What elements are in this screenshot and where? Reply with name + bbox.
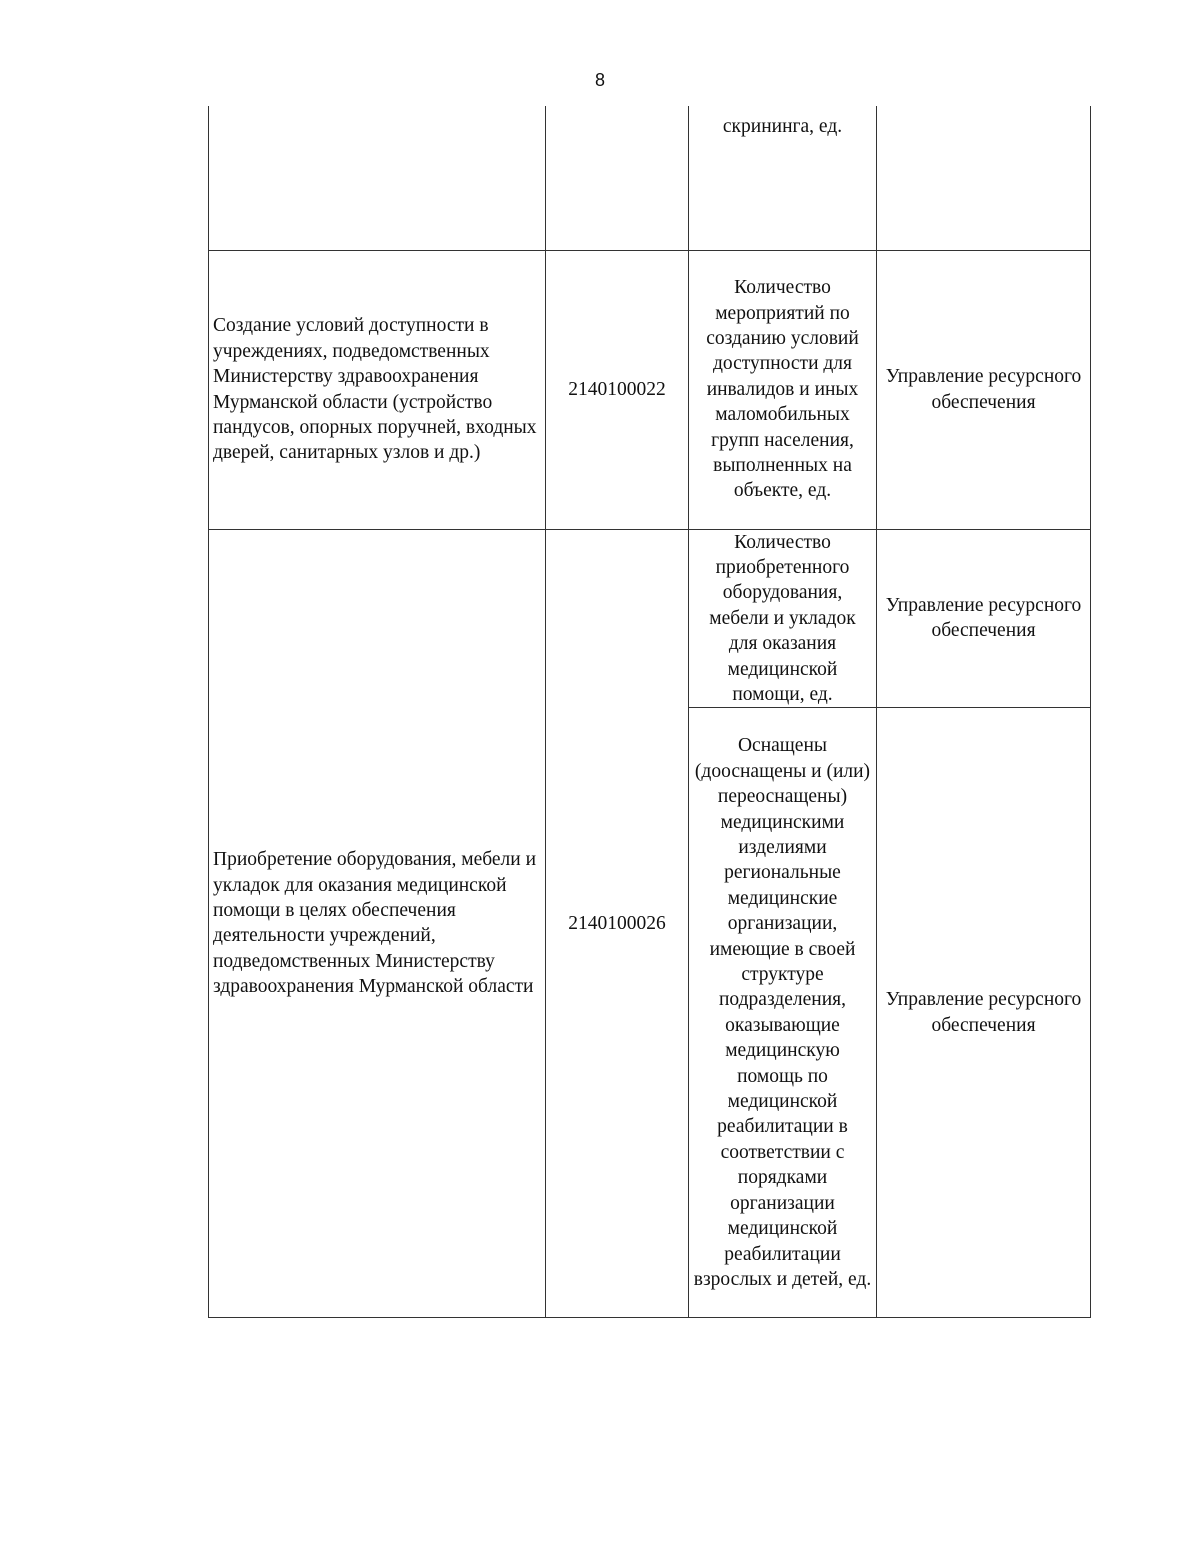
cell-name-continued [209,106,546,250]
cell-responsible-equipment-1 [877,529,1091,708]
page-number: 8 [594,70,605,90]
cell-code-accessibility [546,250,689,529]
table-row-accessibility [209,250,1091,529]
indicator-text: скрининга, ед. [722,116,843,137]
cell-name-accessibility [209,250,546,529]
responsible-text: Управление ресурсного обеспечения [885,366,1082,413]
cell-code-continued [546,106,689,250]
cell-name-equipment [209,529,546,1318]
measure-name: Создание условий доступности в учреждениях, подведомственных Министерству здравоохранения Мурманской области (устройство пандусов, опорных поручней, входных дверей, санитарных узлов и др.) [213,315,537,464]
cell-responsible-continued [877,106,1091,250]
responsible-text: Управление ресурсного обеспечения [885,595,1082,642]
measure-name: Приобретение оборудования, мебели и укладок для оказания медицинской помощи в целях обеспечения деятельности учреждений, подведомственных Министерству здравоохранения Мурманской области [213,849,537,998]
table-row-equipment-1 [209,529,1091,708]
cell-indicator-accessibility [689,250,877,529]
responsible-text: Управление ресурсного обеспечения [885,989,1082,1036]
table-row-continued [209,106,1091,250]
budget-code: 2140100022 [568,378,666,400]
indicator-text: Оснащены (дооснащены и (или) переоснащены) медицинскими изделиями региональные медицинские организации, имеющие в своей структуре подразделения, оказывающие медицинскую помощь по медицинской реабилитации в соответствии с порядками организации медицинской реабилитации взрослых и детей, ед. [693,735,872,1290]
cell-indicator-continued [689,106,877,250]
cell-responsible-accessibility [877,250,1091,529]
cell-code-equipment [546,529,689,1318]
cell-indicator-equipment-1 [689,529,877,708]
budget-code: 2140100026 [568,912,666,934]
cell-indicator-equipment-2 [689,708,877,1318]
indicator-text: Количество мероприятий по созданию условий доступности для инвалидов и иных маломобильных групп населения, выполненных на объекте, ед. [706,277,859,502]
measures-table [208,106,1091,1318]
indicator-text: Количество приобретенного оборудования, мебели и укладок для оказания медицинской помощи, ед. [709,531,856,705]
cell-responsible-equipment-2 [877,708,1091,1318]
